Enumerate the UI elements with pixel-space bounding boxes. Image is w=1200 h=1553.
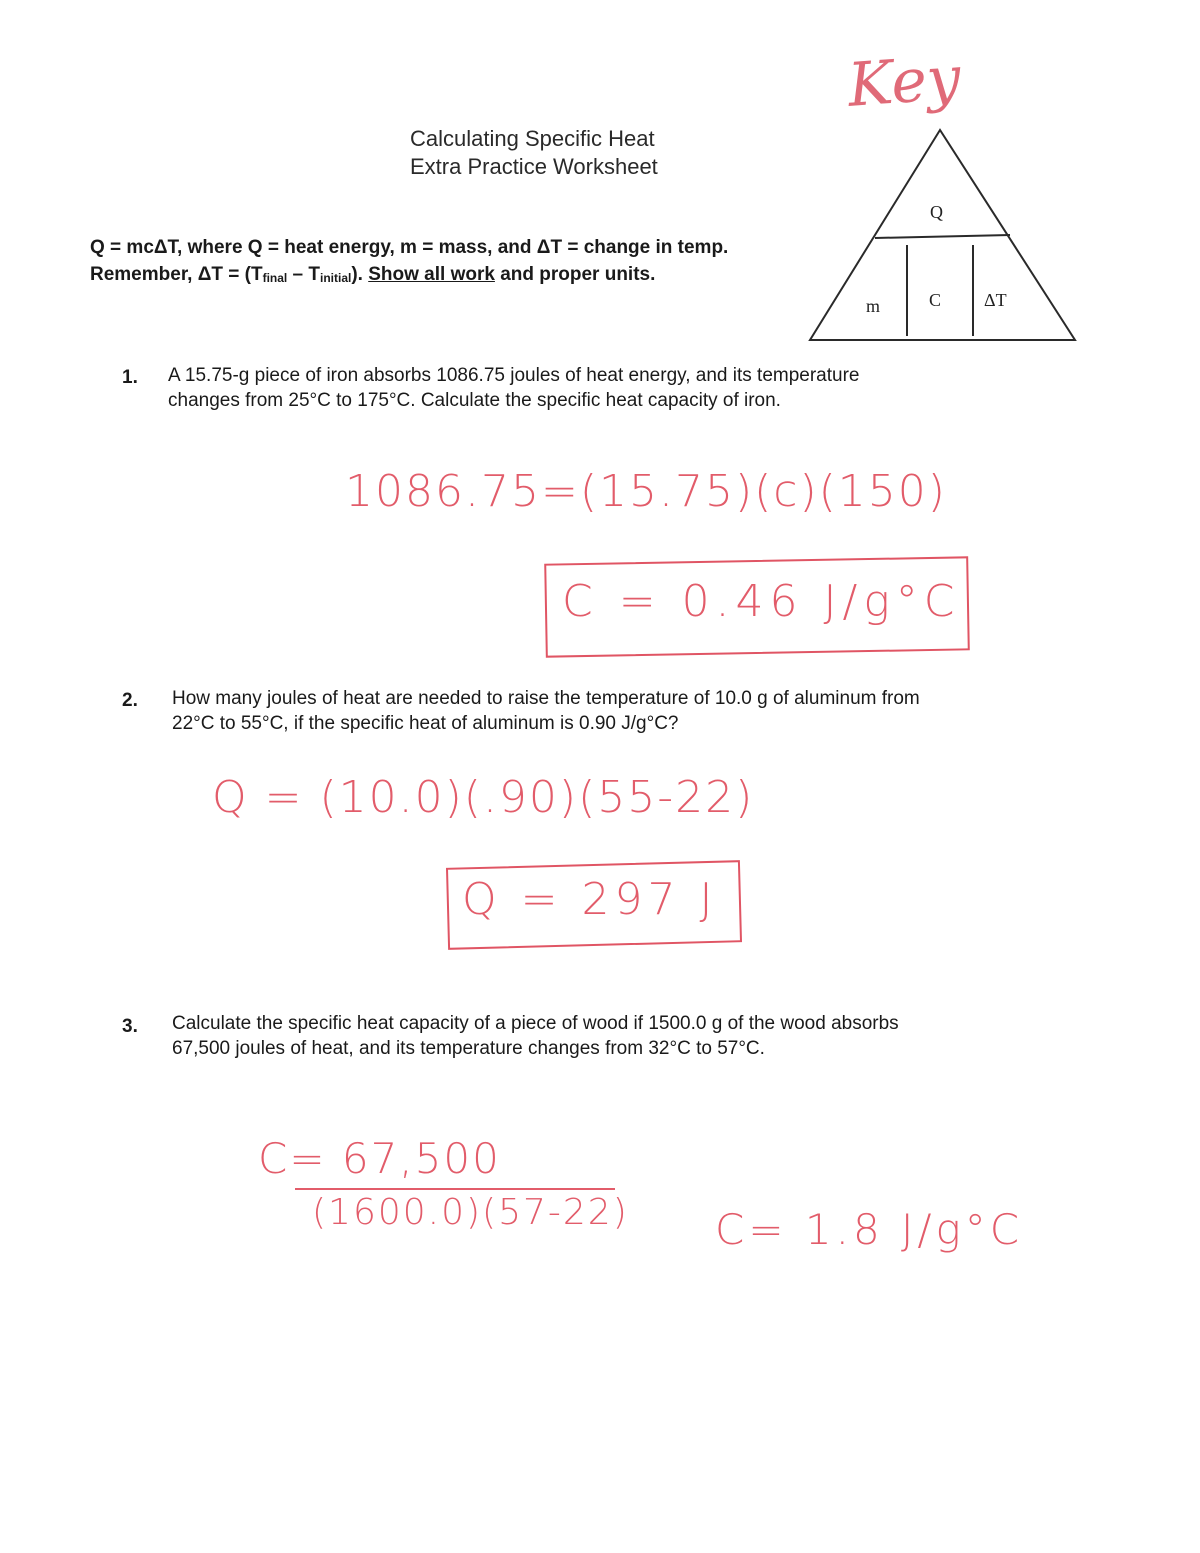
- question-2-number: 2.: [122, 690, 138, 711]
- question-2-line-1: How many joules of heat are needed to raise the temperature of 10.0 g of aluminum from: [172, 688, 920, 709]
- formula-instructions: [90, 234, 728, 292]
- show-all-work-underlined: Show all work: [368, 264, 495, 285]
- subscript-initial: initial: [319, 271, 352, 285]
- question-1-line-1: A 15.75-g piece of iron absorbs 1086.75 joules of heat energy, and its temperature: [168, 365, 860, 386]
- answer-key-label: Key: [845, 43, 963, 121]
- question-3-number: 3.: [122, 1016, 138, 1037]
- formula-line-2-part-a: Remember, ΔT = (T: [90, 264, 263, 285]
- question-1-work: 1086.75=(15.75)(c)(150): [345, 466, 947, 517]
- triangle-label-q: Q: [930, 202, 943, 222]
- question-1-answer: C = 0.46 J/g°C: [562, 576, 961, 627]
- triangle-label-m: m: [866, 296, 881, 316]
- question-3-fraction-bar: [295, 1188, 615, 1190]
- question-2-answer: Q = 297 J: [462, 874, 718, 925]
- formula-line-2-part-b: – T: [287, 264, 320, 285]
- formula-line-2-part-d: and proper units.: [494, 264, 656, 285]
- title-line-1: Calculating Specific Heat: [410, 126, 655, 151]
- question-3-text: [172, 1011, 899, 1061]
- triangle-outline: [810, 130, 1075, 340]
- question-3-answer: C= 1.8 J/g°C: [715, 1205, 1024, 1254]
- question-2-line-2: 22°C to 55°C, if the specific heat of aluminum is 0.90 J/g°C?: [172, 713, 679, 734]
- question-1-line-2: changes from 25°C to 175°C. Calculate the specific heat capacity of iron.: [168, 390, 781, 411]
- question-3-line-1: Calculate the specific heat capacity of a piece of wood if 1500.0 g of the wood absorbs: [172, 1013, 899, 1034]
- question-2-text: [172, 686, 920, 736]
- subscript-final: final: [262, 271, 288, 285]
- formula-line-2: [90, 261, 728, 292]
- question-3-work-denominator: (1600.0)(57-22): [312, 1192, 629, 1233]
- formula-triangle-diagram: [0, 0, 1200, 360]
- question-1-number: 1.: [122, 367, 138, 388]
- title-line-2: Extra Practice Worksheet: [410, 154, 658, 179]
- question-1-text: [168, 363, 860, 413]
- triangle-label-c: C: [929, 290, 942, 310]
- question-3-line-2: 67,500 joules of heat, and its temperature changes from 32°C to 57°C.: [172, 1038, 765, 1059]
- triangle-divider-horizontal: [875, 235, 1010, 238]
- formula-line-1: Q = mcΔT, where Q = heat energy, m = mass, and ΔT = change in temp.: [90, 237, 729, 258]
- question-3-work-numerator: C= 67,500: [258, 1134, 501, 1183]
- formula-line-2-part-c: ).: [351, 264, 369, 285]
- question-2-work: Q = (10.0)(.90)(55-22): [212, 772, 755, 823]
- triangle-label-delta-t: ΔT: [984, 290, 1007, 310]
